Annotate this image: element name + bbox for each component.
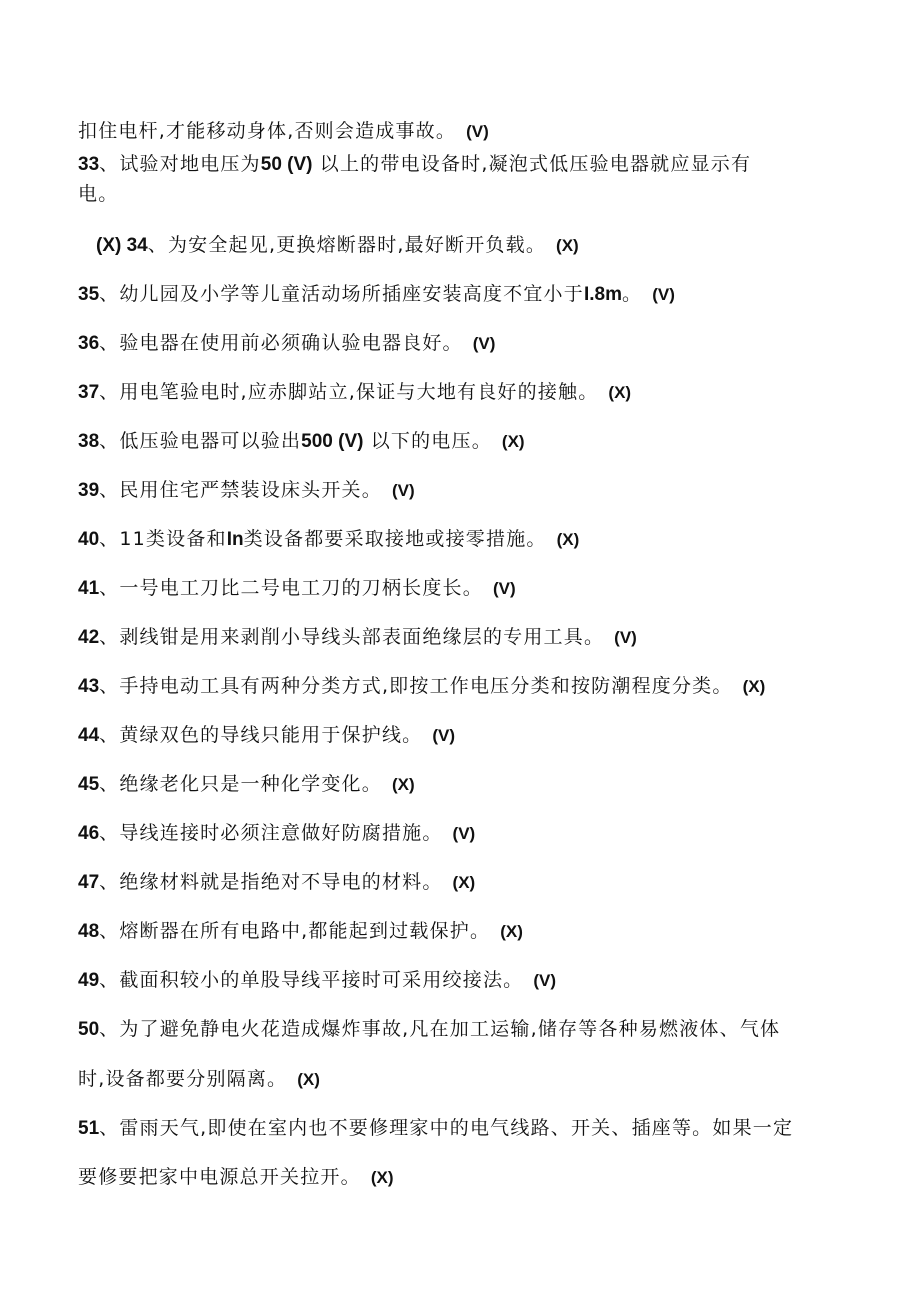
question-38 — [78, 428, 860, 455]
line-text: 、手持电动工具有两种分类方式,即按工作电压分类和按防潮程度分类。 — [99, 675, 733, 697]
text-line — [78, 1066, 860, 1093]
answer-mark: (V) — [472, 334, 496, 353]
answer-mark: (X) — [556, 530, 580, 549]
question-number: 42 — [78, 627, 100, 648]
line-text: 、熔断器在所有电路中,都能起到过载保护。 — [99, 920, 491, 942]
question-46 — [78, 820, 860, 847]
answer-mark: (X) — [370, 1168, 394, 1187]
line-text: 扣住电杆,才能移动身体,否则会造成事故。 — [78, 120, 457, 142]
question-44 — [78, 722, 860, 749]
line-text: 以下的电压。 — [363, 430, 492, 452]
question-number: 35 — [78, 284, 100, 305]
answer-mark: (X) — [556, 236, 579, 255]
question-47 — [78, 869, 860, 896]
question-42 — [78, 624, 860, 651]
question-45 — [78, 771, 860, 798]
question-number: 51 — [78, 1118, 100, 1139]
question-43 — [78, 673, 860, 700]
answer-mark: (V) — [391, 481, 415, 500]
text-line — [78, 181, 860, 207]
question-number: 33 — [78, 154, 100, 175]
line-text: 、民用住宅严禁装设床头开关。 — [99, 479, 382, 501]
question-36 — [78, 330, 860, 357]
answer-mark: (X) — [500, 922, 523, 941]
question-number: 47 — [78, 872, 100, 893]
line-text: 、黄绿双色的导线只能用于保护线。 — [99, 724, 423, 746]
question-number: 43 — [78, 676, 100, 697]
line-text: 、为了避免静电火花造成爆炸事故,凡在加工运输,储存等各种易燃液体、气体 — [99, 1018, 781, 1040]
line-text: 、绝缘材料就是指绝对不导电的材料。 — [99, 871, 443, 893]
answer-mark: (V) — [452, 824, 476, 843]
answer-mark: (V) — [466, 122, 489, 141]
answer-mark: (X) — [742, 677, 766, 696]
line-text: 、雷雨天气,即使在室内也不要修理家中的电气线路、开关、插座等。如果一定 — [99, 1117, 794, 1139]
question-39 — [78, 477, 860, 504]
line-text: 、试验对地电压为 — [99, 153, 261, 175]
bold-value: 500 (V) — [301, 431, 364, 452]
line-text: 、绝缘老化只是一种化学变化。 — [99, 773, 382, 795]
bold-value: 50 (V) — [260, 154, 313, 175]
line-text: 、导线连接时必须注意做好防腐措施。 — [99, 822, 443, 844]
answer-mark: (V) — [533, 971, 557, 990]
line-text: 、为安全起见,更换熔断器时,最好断开负载。 — [147, 234, 547, 256]
line-text: 要修要把家中电源总开关拉开。 — [78, 1166, 361, 1188]
question-number: 48 — [78, 921, 100, 942]
question-51 — [78, 1115, 860, 1142]
question-number: 41 — [78, 578, 100, 599]
question-37 — [78, 379, 860, 406]
question-number: 50 — [78, 1019, 100, 1040]
answer-mark: (X) — [608, 383, 632, 402]
answer-mark: (X) — [96, 235, 122, 256]
question-48 — [78, 918, 860, 945]
question-number: 36 — [78, 333, 100, 354]
line-text: 、剥线钳是用来剥削小导线头部表面绝缘层的专用工具。 — [99, 626, 605, 648]
question-49 — [78, 967, 860, 994]
text-line — [78, 1164, 860, 1191]
line-text: 、截面积较小的单股导线平接时可采用绞接法。 — [99, 969, 524, 991]
question-number: 44 — [78, 725, 100, 746]
question-41 — [78, 575, 860, 602]
question-number: 34 — [121, 235, 148, 256]
question-number: 39 — [78, 480, 100, 501]
question-number: 49 — [78, 970, 100, 991]
question-34 — [96, 232, 860, 259]
line-text: 、低压验电器可以验出 — [99, 430, 302, 452]
line-text: 。 — [621, 283, 643, 305]
line-text: 电。 — [78, 183, 119, 205]
question-number: 40 — [78, 529, 100, 550]
line-text: 以上的带电设备时,凝泡式低压验电器就应显示有 — [312, 153, 752, 175]
question-50 — [78, 1016, 860, 1043]
answer-mark: (X) — [297, 1070, 320, 1089]
question-number: 37 — [78, 382, 100, 403]
answer-mark: (V) — [492, 579, 516, 598]
question-number: 45 — [78, 774, 100, 795]
line-text: 、幼儿园及小学等儿童活动场所插座安装高度不宜小于 — [99, 283, 584, 305]
answer-mark: (V) — [652, 285, 675, 304]
question-number: 38 — [78, 431, 100, 452]
text-line — [78, 118, 860, 145]
question-33 — [78, 151, 860, 178]
answer-mark: (V) — [432, 726, 456, 745]
line-text: 、一号电工刀比二号电工刀的刀柄长度长。 — [99, 577, 483, 599]
line-text: 、验电器在使用前必须确认验电器良好。 — [99, 332, 463, 354]
bold-value: In — [226, 529, 244, 550]
question-35 — [78, 281, 860, 308]
answer-mark: (X) — [391, 775, 415, 794]
line-text: 、用电笔验电时,应赤脚站立,保证与大地有良好的接触。 — [99, 381, 599, 403]
answer-mark: (X) — [501, 432, 525, 451]
question-40 — [78, 526, 860, 553]
question-number: 46 — [78, 823, 100, 844]
line-text: 时,设备都要分别隔离。 — [78, 1068, 288, 1090]
answer-mark: (V) — [614, 628, 637, 647]
line-text: 类设备都要采取接地或接零措施。 — [243, 528, 547, 550]
line-text: 、11类设备和 — [99, 528, 227, 550]
answer-mark: (X) — [452, 873, 476, 892]
bold-value: I.8m — [583, 284, 622, 305]
